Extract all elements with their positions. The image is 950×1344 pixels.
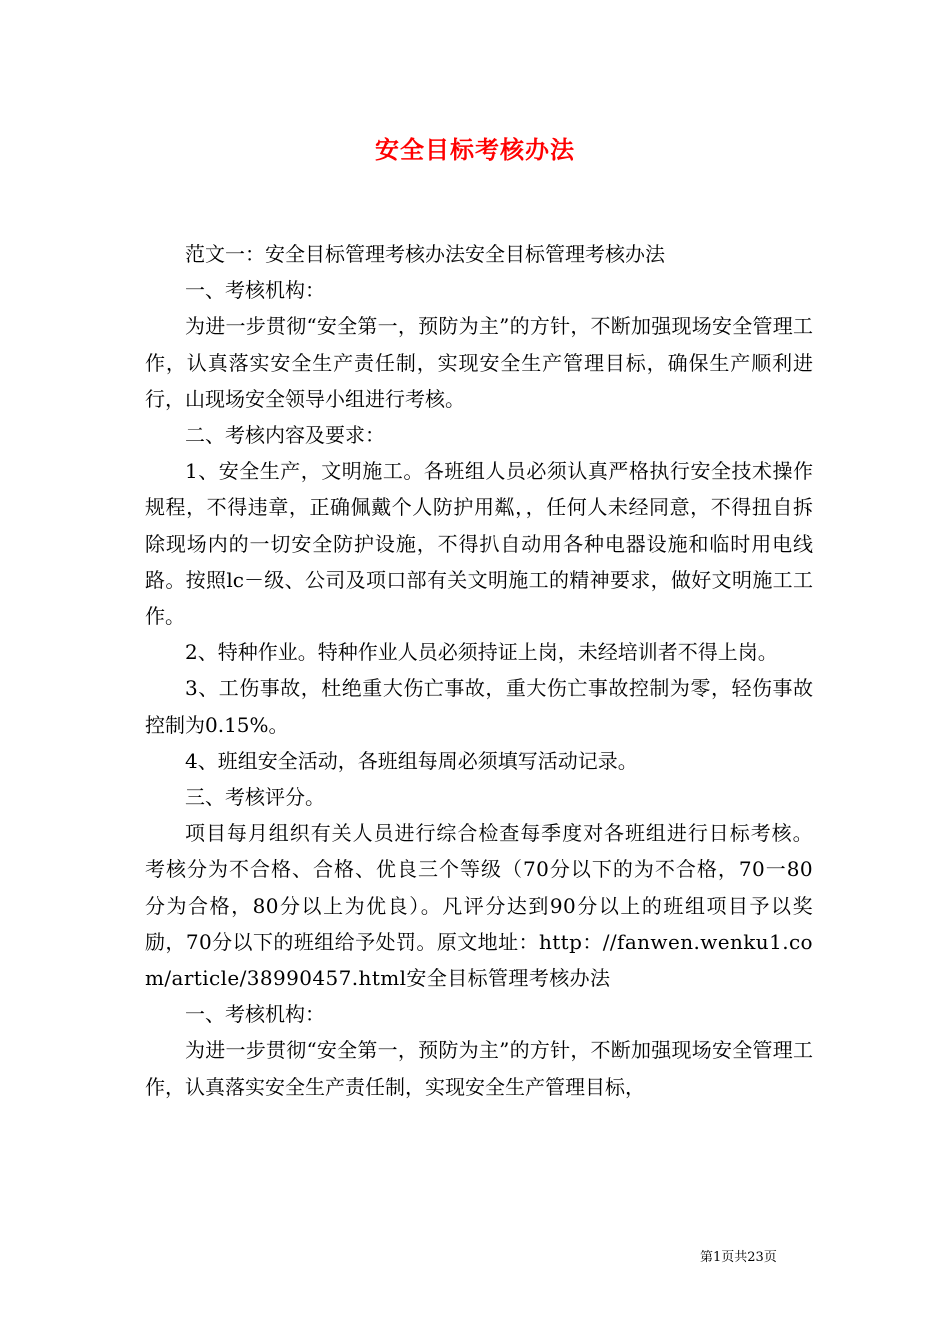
- paragraph-scoring: 项目每月组织有关人员进行综合检查每季度对各班组进行日标考核。考核分为不合格、合格、优良三个等级（70分以下的为不合格，70一80分为合格，80分以上为优良）。凡评分达到90分以上的班组项目予以奖励，70分以下的班组给予处罚。原文地址：http：//fanwen.wenku1.com/article/38990457.html安全目标管理考核办法: [145, 821, 813, 991]
- paragraph-item-1: 1、安全生产，文明施工。各班组人员必须认真严格执行安全技术操作规程，不得违章，正确佩戴个人防护用粼，，任何人未经同意，不得扭自拆除现场内的一切安全防护设施，不得扒自动用各种电器设施和临时用电线路。按照lc－级、公司及项口部有关文明施工的精神要求，做好文明施工工作。: [145, 459, 813, 629]
- heading-assessment-body: 一、考核机构：: [185, 278, 325, 303]
- heading-content-requirements: 二、考核内容及要求：: [185, 423, 385, 448]
- paragraph-purpose: 为进一步贯彻“安全第一，预防为主”的方针，不断加强现场安全管理工作，认真落实安全生产责任制，实现安全生产管理目标，确保生产顺利进行，山现场安全领导小组进行考核。: [145, 314, 813, 411]
- heading-scoring: 三、考核评分。: [185, 785, 325, 810]
- paragraph-intro: 范文一：安全目标管理考核办法安全目标管理考核办法: [185, 242, 665, 266]
- page-title: 安全目标考核办法: [375, 136, 575, 164]
- paragraph-purpose-repeat: 为进一步贯彻“安全第一，预防为主”的方针，不断加强现场安全管理工作，认真落实安全生产责任制，实现安全生产管理目标，: [145, 1038, 813, 1099]
- heading-assessment-body-repeat: 一、考核机构：: [185, 1002, 325, 1027]
- page-number: 第1页共23页: [700, 1250, 777, 1265]
- paragraph-item-3: 3、工伤事故，杜绝重大伤亡事故，重大伤亡事故控制为零，轻伤事故控制为0.15%。: [145, 676, 813, 737]
- paragraph-item-4: 4、班组安全活动，各班组每周必须填写活动记录。: [185, 748, 638, 773]
- paragraph-item-2: 2、特种作业。特种作业人员必须持证上岗，未经培训者不得上岗。: [185, 640, 778, 665]
- document-body: [145, 236, 813, 1105]
